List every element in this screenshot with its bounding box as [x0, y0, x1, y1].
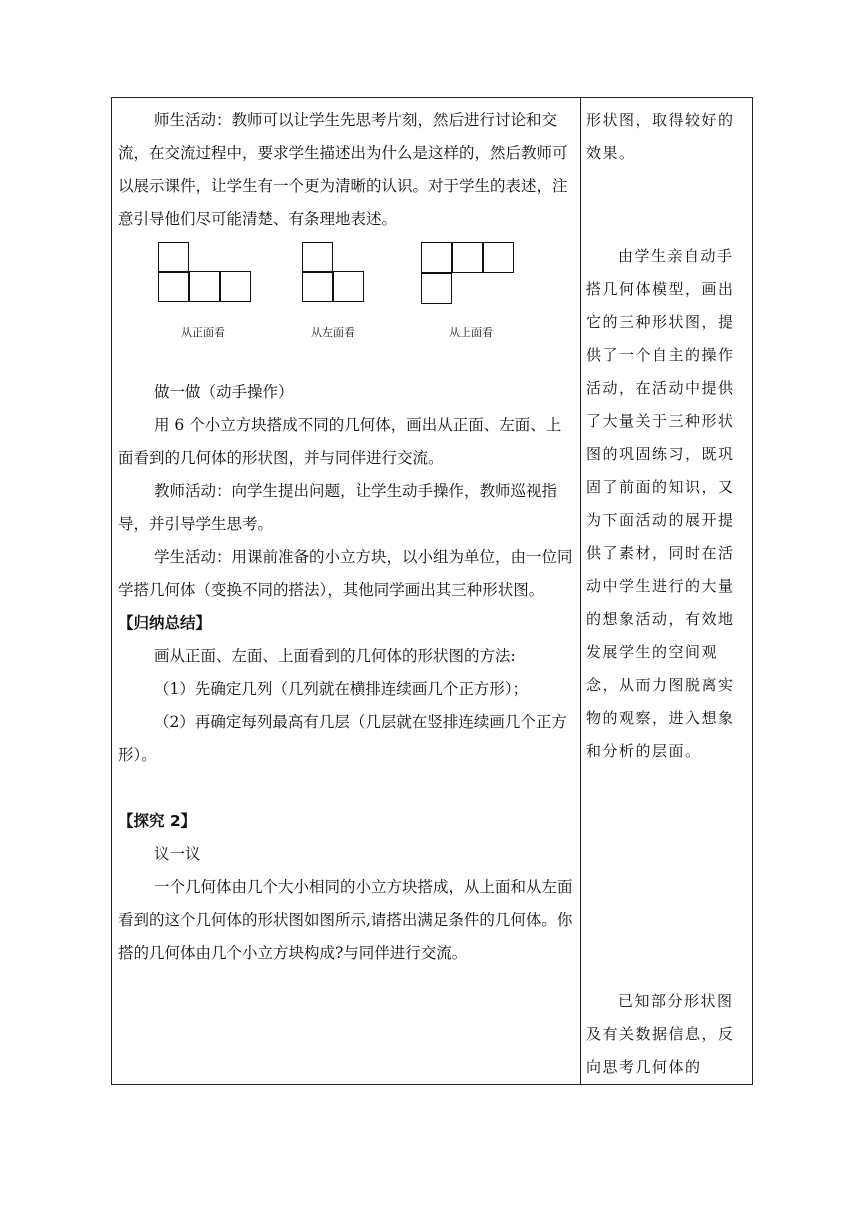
- side-note-1: [586, 104, 748, 170]
- three-views-figure: [118, 236, 578, 376]
- summary-heading: 【归纳总结】: [118, 614, 212, 632]
- left-view-caption: 从左面看: [311, 326, 355, 339]
- do-it-task: 用 6 个小立方块搭成不同的几何体，画出从正面、左面、上面看到的几何体的形状图，并与同伴进行交流。: [118, 416, 562, 467]
- main-column: [118, 104, 576, 970]
- summary-lead: 画从正面、左面、上面看到的几何体的形状图的方法:: [154, 647, 516, 665]
- teacher-activity: 教师活动：向学生提出问题，让学生动手操作，教师巡视指导，并引导学生思考。: [118, 482, 558, 533]
- student-activity: 学生活动：用课前准备的小立方块，以小组为单位，由一位同学搭几何体（变换不同的搭法），其他同学画出其三种形状图。: [118, 548, 573, 599]
- explore-2-heading: 【探究 2】: [118, 812, 197, 830]
- explore-2-task: 一个几何体由几个大小相同的小立方块搭成，从上面和从左面看到的这个几何体的形状图如图所示,请搭出满足条件的几何体。你搭的几何体由几个小立方块构成?与同伴进行交流。: [118, 878, 573, 962]
- side-note-2: [586, 240, 748, 768]
- side-note-1-text: 形状图，取得较好的效果。: [586, 111, 735, 162]
- front-view-caption: 从正面看: [181, 326, 225, 339]
- side-note-3: [586, 985, 748, 1084]
- teacher-student-activity: 师生活动：教师可以让学生先思考片刻，然后进行讨论和交流，在交流过程中，要求学生描述出为什么是这样的，然后教师可以展示课件，让学生有一个更为清晰的认识。对于学生的表述，注意引导他们尽可能清楚、有条理地表述。: [118, 111, 568, 228]
- column-divider: [580, 97, 581, 1085]
- summary-step-1: （1）先确定几列（几列就在横排连续画几个正方形）；: [154, 680, 529, 698]
- summary-step-2: （2）再确定每列最高有几层（几层就在竖排连续画几个正方形）。: [118, 713, 567, 764]
- discuss-heading: 议一议: [154, 845, 201, 863]
- side-note-3-text: 已知部分形状图及有关数据信息，反向思考几何体的: [586, 992, 735, 1076]
- top-view-caption: 从上面看: [449, 326, 493, 339]
- do-it-heading: 做一做（动手操作）: [154, 383, 294, 401]
- spacer: [118, 772, 576, 805]
- side-note-2-text: 由学生亲自动手搭几何体模型，画出它的三种形状图，提供了一个自主的操作活动，在活动中提供了大量关于三种形状图的巩固练习，既巩固了前面的知识，又为下面活动的展开提供了素材，同时在活动中学生进行的大量的想象活动，有效地发展学生的空间观念，从而力图脱离实物的观察，进入想象和分析的层面。: [586, 247, 735, 760]
